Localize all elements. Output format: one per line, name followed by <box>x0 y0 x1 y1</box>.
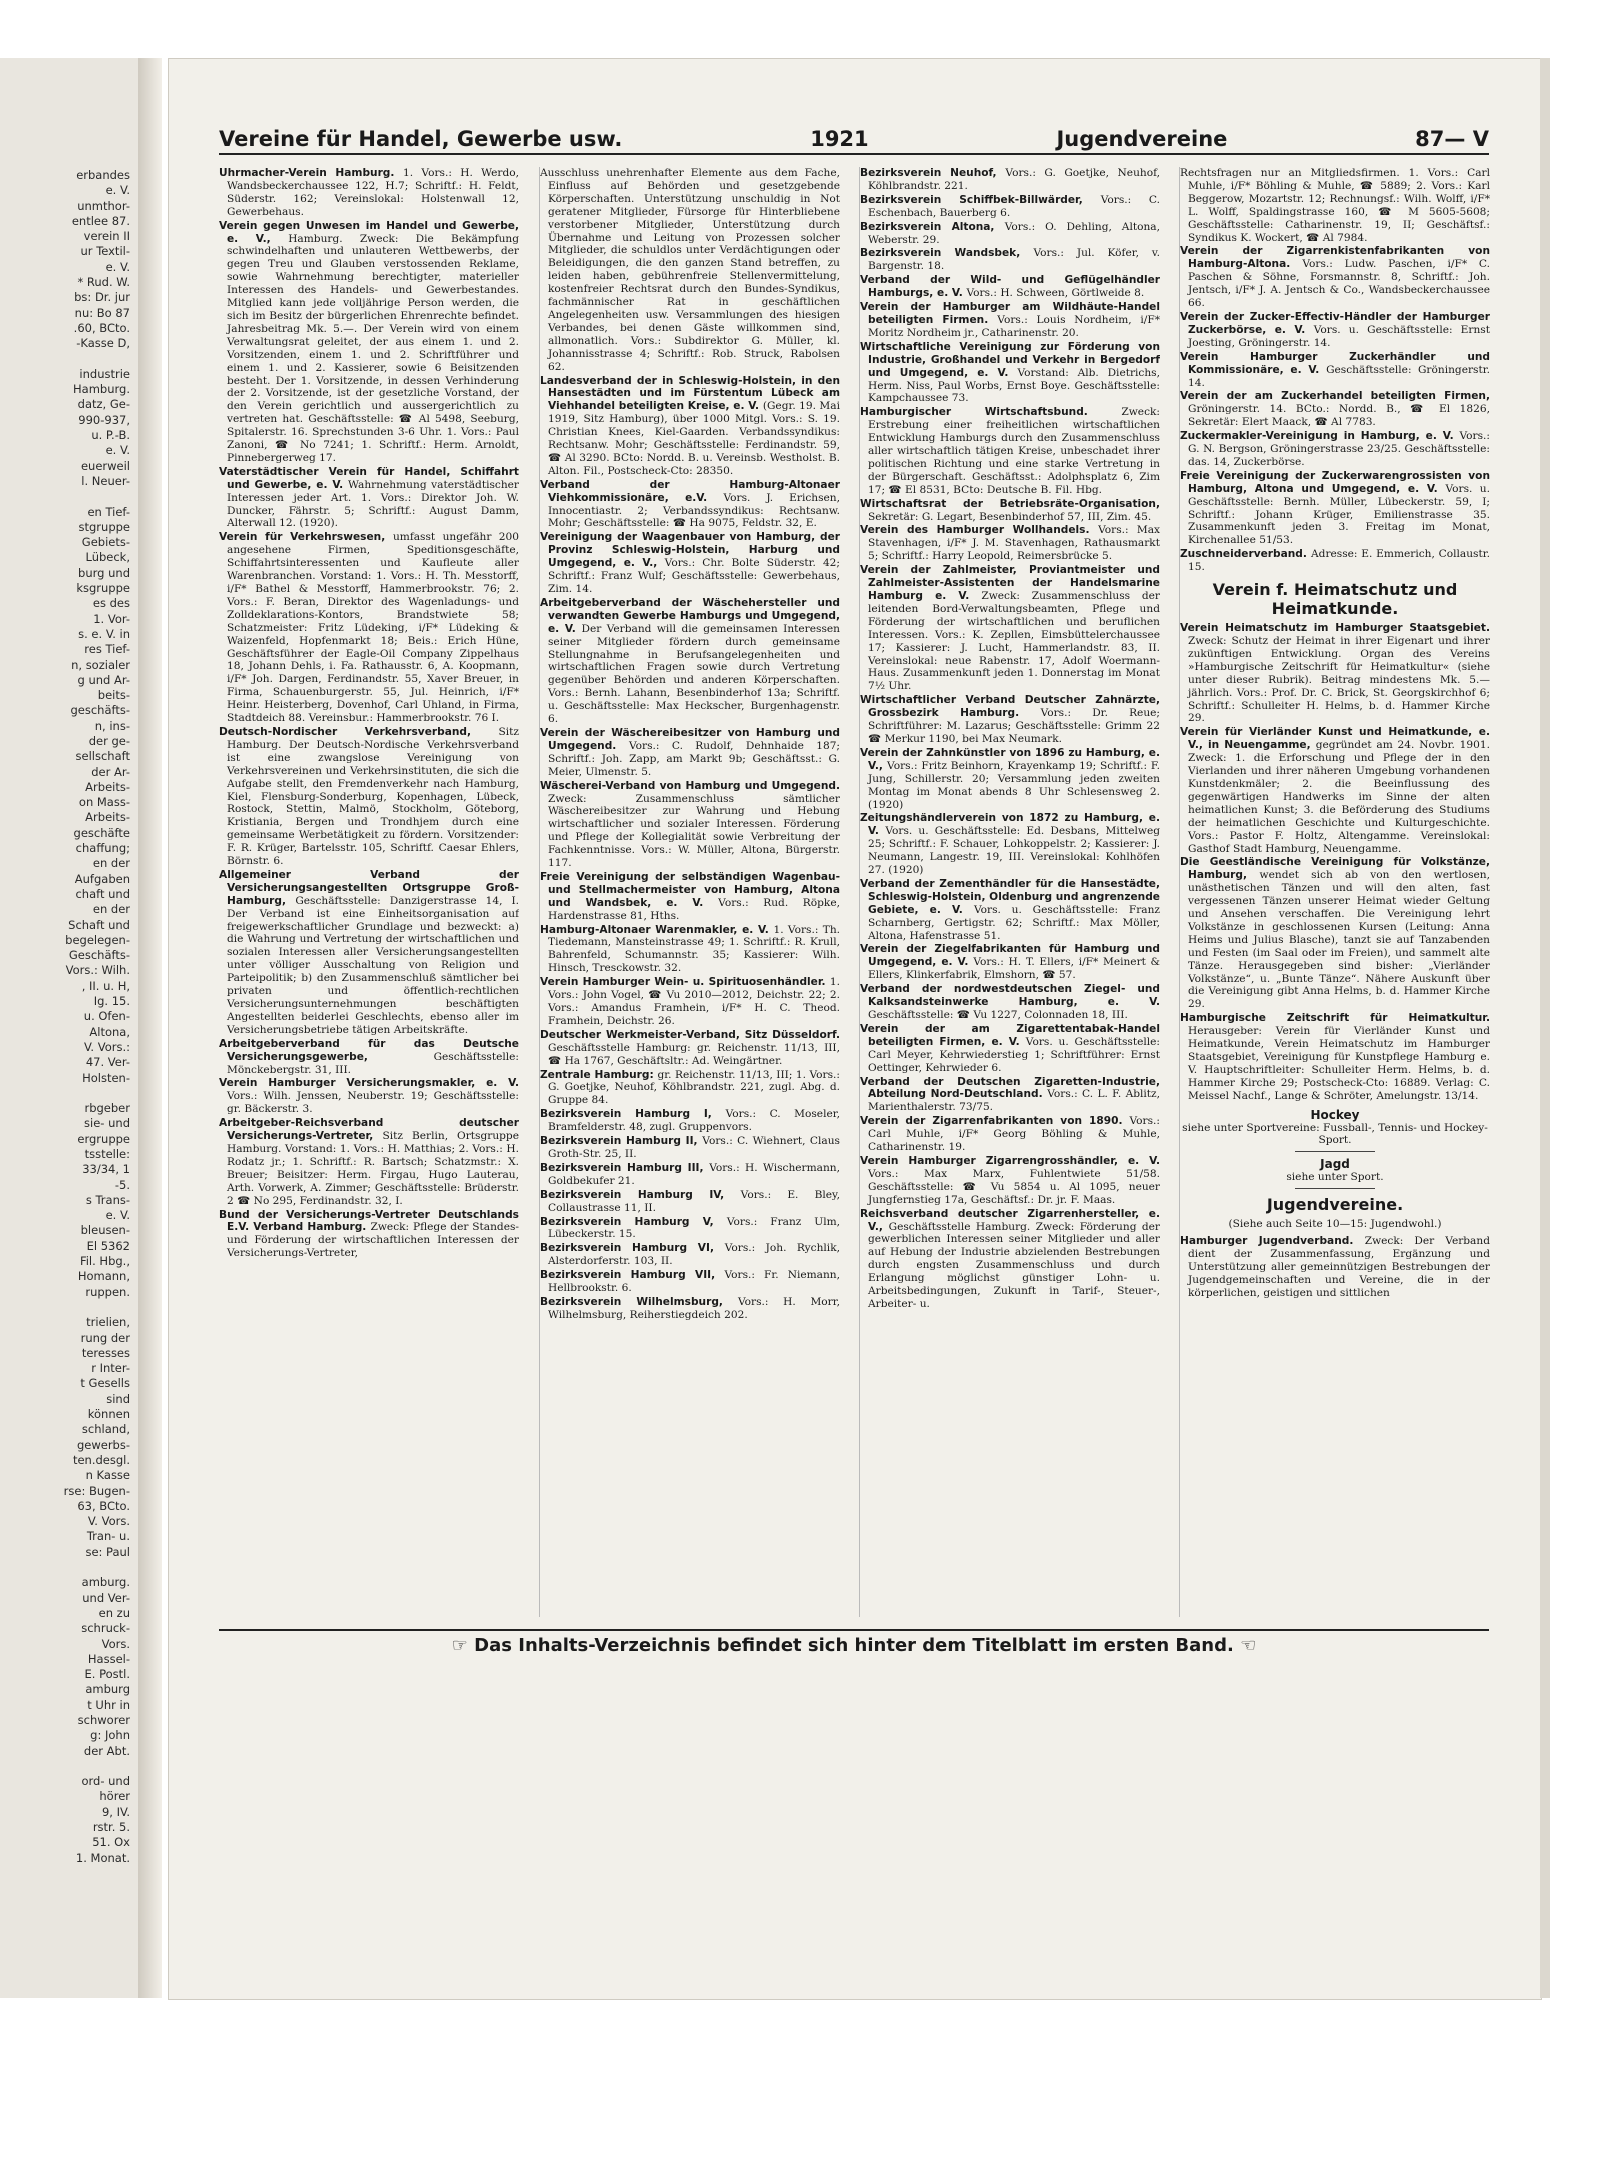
directory-entry <box>540 1162 840 1188</box>
entry-text: Vors. u. Geschäftsstelle: Franz Scharnberg, Gertigstr. 62; Schriftf.: Max Möller, Altona, Hafenstrasse 51. <box>868 903 1160 942</box>
directory-entry <box>219 466 519 531</box>
pointing-hand-left-icon: ☞ <box>451 1635 468 1656</box>
entry-text: Vors.: Max Marx, Fuhlentwiete 51/58. Geschäftsstelle: ☎ Vu 5854 u. Al 1095, neuer Jungfernstieg 17a, Geschäftsf.: Dr. jr. F. Maas. <box>868 1167 1160 1206</box>
entry-text: Geschäftsstelle: Gröningerstr. 14. <box>1188 363 1490 389</box>
entry-name: Verein Hamburger Wein- u. Spirituosenhändler. <box>540 976 830 989</box>
entry-text: Geschäftsstelle: ☎ Vu 1227, Colonnaden 18, III. <box>868 1009 1128 1021</box>
section-divider <box>1295 1188 1375 1189</box>
entry-name: Bund der Versicherungs-Vertreter Deutschlands E.V. Verband Hamburg. <box>219 1208 519 1234</box>
column-2 <box>539 167 840 1617</box>
entry-text: Vors. u. Geschäftsstelle: Ernst Joesting, Gröningerstr. 14. <box>1188 323 1490 349</box>
entry-text: Rechtsfragen nur an Mitgliedsfirmen. 1. Vors.: Carl Muhle, i/F* Böhling & Muhle, ☎ 5889; 2. Vors.: Karl Beggerow, Mozartstr. 12; Rechnungsf.: Wilh. Wolff, i/F* L. Wolff, Spaldingstrasse 160, ☎ M 5605-5608; Geschäftsstelle: Catharinenstr. 19, II; Geschäftsf.: Syndikus K. Wockert, ☎ Al 7984. <box>1180 167 1490 244</box>
entry-name: Verein der Zahlmeister, Proviantmeister und Zahlmeister-Assistenten der Handelsmarine Hamburg e. V. <box>860 564 1160 602</box>
hockey-note: siehe unter Sportvereine: Fussball-, Tennis- und Hockey-Sport. <box>1182 1121 1488 1147</box>
directory-entry <box>1180 245 1490 310</box>
directory-entry <box>219 1077 519 1116</box>
directory-entry <box>860 341 1160 406</box>
entry-text: Vors.: Dr. Reue; Schriftführer: M. Lazarus; Geschäftsstelle: Grimm 22 ☎ Merkur 1190, bei Max Neumark. <box>868 707 1160 745</box>
entry-name: Hamburg-Altonaer Warenmakler, e. V. <box>540 923 774 936</box>
directory-entry <box>219 1117 519 1207</box>
directory-entry <box>540 780 840 870</box>
page-footer <box>219 1629 1489 1661</box>
entry-text: Vors.: Fritz Beinhorn, Krayenkamp 19; Schriftf.: F. Jung, Schillerstr. 20; Versammlung jeden zweiten Montag im Monat abends 8 Uhr Schlesensweg 2. (1920) <box>868 759 1160 811</box>
entry-name: Hamburgischer Wirtschaftsbund. <box>860 406 1122 419</box>
entry-text: Vors.: G. Goetjke, Neuhof, Köhlbrandstr. 221. <box>868 167 1160 192</box>
directory-entry <box>860 524 1160 563</box>
entry-text: Vors.: H. Morr, Wilhelmsburg, Reiherstiegdeich 202. <box>548 1295 840 1321</box>
entry-name: Bezirksverein Wilhelmsburg, <box>540 1295 738 1308</box>
header-right-title: Jugendvereine <box>1056 127 1228 151</box>
footer-note: Das Inhalts-Verzeichnis befindet sich hinter dem Titelblatt im ersten Band. <box>474 1635 1234 1656</box>
directory-entry <box>860 564 1160 693</box>
directory-entry <box>1180 548 1490 574</box>
entry-text: Vors.: C. Wiehnert, Claus Groth-Str. 25, II. <box>548 1135 840 1160</box>
entry-name: Vaterstädtischer Verein für Handel, Schiffahrt und Gewerbe, e. V. <box>219 465 519 491</box>
entry-name: Verein Hamburger Versicherungsmakler, e. V. <box>219 1077 519 1090</box>
directory-entry <box>860 812 1160 877</box>
column-4-entries <box>1180 167 1490 574</box>
entry-text: Herausgeber: Verein für Vierländer Kunst und Heimatkunde, Verein Heimatschutz im Hamburger Staatsgebiet, Vereinigung für Kunstpflege Hamburg e. V. Hauptschriftleiter: Schulleiter Herm. Helms, b. d. Hammer Kirche 29; Postscheck-Cto: 16889. Verlag: C. Meissel Nachf., Lange & Schröter, Amelungstr. 13/14. <box>1188 1025 1490 1102</box>
directory-entry <box>540 597 840 726</box>
entry-name: Verein Hamburger Zigarrengrosshändler, e. V. <box>860 1154 1160 1167</box>
heimat-entries <box>1180 622 1490 1103</box>
pointing-hand-right-icon: ☜ <box>1240 1635 1257 1656</box>
entry-text: Zweck: Zusammenschluss der leitenden Bord-Verwaltungsbeamten, Pflege und Förderung der wirtschaftlichen und beruflichen Interessen. Vors.: K. Zepllen, Eimsbüttelerchaussee 17; Kassierer: J. Lucht, Hammerlandstr. 83, II. Vereinslokal: neue Rabenstr. 17, Adolf Woermann-Haus. Zusammenkunft jeden 1. Donnerstag im Monat 7½ Uhr. <box>868 590 1160 693</box>
entry-text: 1. Vors.: Th. Tiedemann, Mansteinstrasse 49; 1. Schriftf.: R. Krull, Bahrenfeld, Schumannstr. 35; Kassierer: Wilh. Hinsch, Tresckowstr. 32. <box>548 923 840 975</box>
entry-text: Zweck: Pflege der Standes- und Förderung der wirtschaftlichen Interessen der Versicherungs-Vertreter, <box>227 1221 519 1260</box>
entry-text: Gröningerstr. 14. BCto.: Nordd. B., ☎ El 1826, Sekretär: Elert Maack, ☎ Al 7783. <box>1188 403 1490 429</box>
entry-text: Vorstand: Alb. Dietrichs, Herm. Niss, Paul Worbs, Ernst Boye. Geschäftsstelle: Kampchaussee 73. <box>868 366 1160 405</box>
entry-name: Wäscherei-Verband von Hamburg und Umgegend. <box>540 779 840 792</box>
page-right-edge <box>1540 58 1550 1998</box>
directory-entry <box>219 531 519 725</box>
entry-text: Vors.: E. Bley, Collaustrasse 11, II. <box>548 1188 840 1214</box>
entry-name: Zuschneiderverband. <box>1180 548 1312 561</box>
directory-entry <box>860 274 1160 300</box>
directory-entry <box>540 1189 840 1215</box>
entry-text: Geschäftsstelle Hamburg: gr. Reichenstr. 11/13, III, ☎ Ha 1767, Geschäftsltr.: Ad. Weingärtner. <box>548 1041 840 1067</box>
directory-entry <box>860 221 1160 247</box>
entry-text: Vors. u. Geschäftsstelle: Ed. Desbans, Mittelweg 25; Schriftf.: F. Schauer, Lohkoppelstr. 2; Kassierer: J. Neumann, Langestr. 19, III. Vereinslokal: Kohlhöfen 27. (1920) <box>868 825 1160 877</box>
directory-entry <box>1180 726 1490 855</box>
entry-text: Zweck: Der Verband dient der Zusammenfassung, Ergänzung und Unterstützung aller gemeinnützigen Bestrebungen der Jugendgemeinschaften und Vereine, die in der körperlichen, geistigen und sittlichen <box>1188 1235 1490 1299</box>
entry-text: Vors.: Fr. Niemann, Hellbrookstr. 6. <box>548 1269 840 1295</box>
entry-name: Zuckermakler-Vereinigung in Hamburg, e. V. <box>1180 430 1460 443</box>
entry-name: Arbeitgeberverband für das Deutsche Versicherungsgewerbe, <box>219 1037 519 1063</box>
directory-entry <box>1180 856 1490 1011</box>
entry-text: Geschäftsstelle Hamburg. Zweck: Förderung der gewerblichen Interessen seiner Mitglieder und aller auf Hebung der Industrie abzielenden Bestrebungen durch engsten Zusammenschluss und durch Erlangung möglichst günstiger Lohn- u. Arbeitsbedingungen, Zukunft in Tarif-, Steuer-, Arbeiter- u. <box>868 1220 1160 1310</box>
directory-entry <box>860 747 1160 812</box>
directory-entry <box>540 531 840 596</box>
entry-text: (Gegr. 19. Mai 1919, Sitz Hamburg), über 1000 Mitgl. Vors.: S. 19. Christian Knees, Kiel-Gaarden. Verbandssyndikus: Rechtsanw. Mohr; Geschäftsstelle: Ferdinandstr. 59, ☎ Al 3290. BCto: Nordd. B. u. Vereinsb. Westholst. B. Alton. Fil., Postscheck-Cto: 28350. <box>548 400 840 477</box>
directory-entry <box>540 976 840 1028</box>
directory-entry <box>219 869 519 1037</box>
directory-entry <box>860 247 1160 273</box>
entry-name: Zentrale Hamburg: <box>540 1068 658 1081</box>
entry-text: Ausschluss unehrenhafter Elemente aus dem Fache, Einfluss auf Behörden und gesetzgebende Körperschaften. Unterstützung unschuldig in Not geratener Mitglieder, Fürsorge für Hinterbliebene verstorbener Mitglieder, Unterstützung durch Übernahme und Leitung von Prozessen solcher Mitglieder, die schuldlos unter Verdächtigungen oder Beleidigungen, die den ganzen Stand betreffen, zu leiden haben, gebührenfreie Stellenvermittelung, kostenfreier Rechtsrat durch den Bundes-Syndikus, fachmännischer Rat in geschäftlichen Angelegenheiten usw. Versammlungen des hiesigen Verbandes, bei denen Gäste willkommen sind, allmonatlich. Vors.: Subdirektor G. Müller, kl. Johannisstrasse 4; Schriftf.: Rob. Struck, Rabolsen 62. <box>540 167 840 373</box>
directory-entry <box>1180 1012 1490 1102</box>
entry-text: Vors. u. Geschäftsstelle: Bernh. Müller, Lübeckerstr. 59, I; Schriftf.: Johann Krüger, Emilienstrasse 35. Zusammenkunft jeden 3. Freitag im Monat, Kirchenallee 51/53. <box>1188 482 1490 547</box>
entry-name: Wirtschaftlicher Verband Deutscher Zahnärzte, Grossbezirk Hamburg. <box>860 694 1160 720</box>
entry-text: Vors.: Rud. Röpke, Hardenstrasse 81, Hths. <box>548 896 840 922</box>
entry-text: Vors.: Jul. Köfer, v. Bargenstr. 18. <box>868 247 1160 273</box>
previous-page-text: erbandes e. V. unmthor- entlee 87. verein II ur Textil- e. V. * Rud. W. bs: Dr. jur nu: Bo 87 .60, BCto. -Kasse D, industrie Hamburg. datz, Ge- 990-937, u. P.-B. e. V. euerweil l. Neuer- en Tief- stgruppe Gebiets- Lübeck, burg und ksgruppe es des 1. Vor- s. e. V. in res Tief- n, sozialer g und Ar- beits- geschäfts- n, ins- der ge- sellschaft der Ar- Arbeits- on Mass- Arbeits- geschäfte chaffung; en der Aufgaben chaft und en der Schaft und begelegen- Geschäfts- Vors.: Wilh. , II. u. H, Ig. 15. u. Ofen- Altona, V. Vors.: 47. Ver- Holsten- rbgeber sie- und ergruppe tsstelle: 33/34, 1 -5. s Trans- e. V. bleusen- El 5362 Fil. Hbg., Homann, ruppen. trielien, rung der teresses r Inter- t Gesells sind können schland, gewerbs- ten.desgl. n Kasse rse: Bugen- 63, BCto. V. Vors. Tran- u. se: Paul amburg. und Ver- en zu schruck- Vors. Hassel- E. Postl. amburg t Uhr in schworer g: John der Abt. ord- und hörer 9, IV. rstr. 5. 51. Ox 1. Monat. <box>63 168 130 1865</box>
entry-name: Reichsverband deutscher Zigarrenhersteller, e. V., <box>860 1207 1160 1233</box>
entry-text: Vors.: C. Rudolf, Dehnhaide 187; Schriftf.: Joh. Zapp, am Markt 9b; Geschäftsst.: G. Meier, Ulmenstr. 5. <box>548 739 840 778</box>
entry-text: 1. Vors.: H. Werdo, Wandsbeckerchaussee 122, H.7; Schriftf.: H. Feldt, Süderstr. 162; Vereinslokal: Holstenwall 12, Gewerbehaus. <box>227 167 519 218</box>
directory-entry <box>1180 622 1490 725</box>
directory-entry <box>860 194 1160 220</box>
directory-entry <box>540 167 840 374</box>
directory-entry <box>860 1155 1160 1207</box>
directory-entry <box>860 301 1160 340</box>
entry-name: Uhrmacher-Verein Hamburg. <box>219 167 404 179</box>
entry-name: Vereinigung der Waagenbauer von Hamburg, der Provinz Schleswig-Holstein, Harburg und Umgegend, e. V., <box>540 531 840 570</box>
entry-text: Sitz Hamburg. Der Deutsch-Nordische Verkehrsverband ist eine zwangslose Vereinigung von Verkehrsvereinen und Verkehrsinstituten, die sich die Aufgabe stellt, den Fremdenverkehr nach Hamburg, Kiel, Flensburg-Sonderburg, Kopenhagen, Lübeck, Rostock, Stettin, Malmö, Stockholm, Göteborg, Kristiania, Bergen und Trondhjem durch eine gemeinsame Werbetätigkeit zu fördern. Vorsitzender: F. R. Krüger, Bartelsstr. 105, Schriftf. Caesar Ehlers, Börnstr. 6. <box>227 725 519 868</box>
entry-name: Verein der am Zuckerhandel beteiligten Firmen, <box>1180 390 1490 403</box>
heimat-section-title: Verein f. Heimatschutz und Heimatkunde. <box>1212 580 1458 619</box>
entry-name: Verein der Zucker-Effectiv-Händler der Hamburger Zuckerbörse, e. V. <box>1180 310 1490 336</box>
entry-name: Wirtschaftsrat der Betriebsräte-Organisation, <box>860 497 1160 510</box>
directory-entry <box>860 983 1160 1022</box>
directory-entry <box>860 878 1160 943</box>
entry-text: Vors.: Carl Muhle, i/F* Georg Böhling & Muhle, Catharinenstr. 19. <box>868 1115 1160 1154</box>
entry-name: Verein der Zigarrenkistenfabrikanten von Hamburg-Altona. <box>1180 245 1490 271</box>
directory-entry <box>219 167 519 219</box>
jugend-note: (Siehe auch Seite 10—15: Jugendwohl.) <box>1228 1218 1442 1231</box>
entry-name: Bezirksverein Hamburg III, <box>540 1161 710 1174</box>
column-4 <box>1179 167 1490 1617</box>
entry-name: Landesverband der in Schleswig-Holstein, in den Hansestädten und im Fürstentum Lübeck am Viehhandel beteiligten Kreise, e. V. <box>540 374 840 413</box>
entry-text: umfasst ungefähr 200 angesehene Firmen, Speditionsgeschäfte, Schiffahrtsinteressenten und Kaufleute aller Warenbranchen. Vorstand: 1. Vors.: H. Th. Messtorff, i/F* Bathel & Messtorff, Hammerbrookstr. 76; 2. Vors.: F. Beran, Direktor des Wagenladungs- und Zolldeklarations-Kontors, Brandstwiete 58; Schatzmeister: Fritz Lüdeking, i/F* Lüdeking & Waizenfeld, Hopfenmarkt 18; Beis.: Erich Hüne, Geschäftsführer der Eagle-Oil Company Zippelhaus 18, Johann Dehls, i. Fa. Rathausstr. 6, A. Koopmann, i/F* Joh. Dargen, Ferdinandstr. 55, Xaver Breuer, in Firma, Schauenburgerstr. 55, Jul. Heinrich, i/F* Heinr. Heisterberg, Dovenhof, Carl Uhland, in Firma, Stadtdeich 88. Vereinsbur.: Hammerbrookstr. 76 I. <box>227 531 519 725</box>
directory-entry <box>540 1296 840 1322</box>
entry-name: Arbeitgeberverband der Wäschehersteller und verwandten Gewerbe Hamburgs und Umgegend, e. V. <box>540 596 840 635</box>
entry-name: Verein für Verkehrswesen, <box>219 531 393 544</box>
entry-text: Vors.: G. N. Bergson, Gröningerstrasse 23/25. Geschäftsstelle: das. 14, Zuckerbörse. <box>1188 430 1490 468</box>
entry-text: Vors.: Louis Nordheim, i/F* Moritz Nordheim jr., Catharinenstr. 20. <box>868 313 1160 339</box>
directory-entry <box>1180 470 1490 547</box>
entry-name: Allgemeiner Verband der Versicherungsangestellten Ortsgruppe Groß-Hamburg, <box>219 868 519 907</box>
entry-name: Verband der Hamburg-Altonaer Viehkommissionäre, e.V. <box>540 478 840 504</box>
directory-entry <box>540 1029 840 1068</box>
entry-text: Vors.: C. Moseler, Bramfelderstr. 48, zugl. Gruppenvors. <box>548 1108 840 1134</box>
entry-text: Hamburg. Zweck: Die Bekämpfung schwindelhaften und unlauteren Wettbewerbs, der gegen Treu und Glauben verstossenden Reklame, sowie Wahrnehmung berechtigter, materieller Interessen des Handels- und Gewerbestandes. Mitglied kann jede volljährige Person werden, die sich im Besitz der bürgerlichen Ehrenrechte befindet. Jahresbeitrag Mk. 5.—. Der Verein wird von einem Verwaltungsrat geleitet, der aus einem 1. und 2. Vorsitzenden, einem 1. und 2. Schriftführer und einem 1. und 2. Kassierer, sowie 6 Beisitzenden besteht. Der 1. Vorsitzende, in dessen Verhinderung der 2. Vorsitzende, ist der gesetzliche Vorstand, der den Verein gerichtlich und aussergerichtlich zu vertreten hat. Geschäftsstelle: ☎ Al 5498, Seeburg, Spitalerstr. 16. Sprechstunden 3-6 Uhr. 1. Vors.: Paul Zanoni, ☎ No 7241; 1. Schriftf.: Herm. Arnoldt, Pinnebergerweg 17. <box>227 232 519 464</box>
entry-text: Vors.: Wilh. Jenssen, Neuberstr. 19; Geschäftsstelle: gr. Bäckerstr. 3. <box>227 1090 519 1116</box>
directory-page <box>168 58 1542 2000</box>
entry-name: Bezirksverein Neuhof, <box>860 167 1006 179</box>
page-header <box>219 117 1489 155</box>
jugend-entries <box>1180 1235 1490 1300</box>
directory-entry <box>540 375 840 478</box>
entry-name: Verein Heimatschutz im Hamburger Staatsgebiet. <box>1180 622 1490 635</box>
entry-text: gegründet am 24. Novbr. 1901. Zweck: 1. die Erforschung und Pflege der in den Vierlanden und ihrer näheren Umgebung vorhandenen Kunstdenkmäler; 2. die Beeinflussung des gegenwärtigen Handwerks im Sinne der alten heimatlichen Kunst; 3. die Beförderung des Studiums der heimatlichen Geschichte und Kulturgeschichte. Vors.: Pastor F. Holtz, Altengamme. Vereinslokal: Gasthof Stadt Hamburg, Neuengamme. <box>1188 739 1490 855</box>
entry-name: Bezirksverein Schiffbek-Billwärder, <box>860 193 1101 206</box>
entry-text: gr. Reichenstr. 11/13, III; 1. Vors.: G. Goetjke, Neuhof, Köhlbrandstr. 221, zugl. Abg. d. Gruppe 84. <box>548 1068 840 1107</box>
directory-entry <box>860 943 1160 982</box>
directory-entry <box>219 726 519 868</box>
entry-text: Adresse: E. Emmerich, Collaustr. 15. <box>1188 548 1490 574</box>
entry-name: Bezirksverein Hamburg V, <box>540 1215 727 1228</box>
directory-entry <box>219 220 519 465</box>
entry-name: Bezirksverein Altona, <box>860 220 1005 233</box>
entry-text: Vors.: Max Stavenhagen, i/F* J. M. Stavenhagen, Rathausmarkt 5; Schriftf.: Harry Leopold, Reimersbrücke 5. <box>868 524 1160 563</box>
directory-entry <box>860 1076 1160 1115</box>
directory-entry <box>1180 311 1490 350</box>
entry-name: Bezirksverein Wandsbek, <box>860 247 1034 260</box>
entry-name: Verein des Hamburger Wollhandels. <box>860 524 1099 537</box>
jagd-note: siehe unter Sport. <box>1286 1171 1384 1184</box>
entry-name: Bezirksverein Hamburg I, <box>540 1108 726 1121</box>
directory-entry <box>1180 351 1490 390</box>
entry-name: Verein Hamburger Zuckerhändler und Kommissionäre, e. V. <box>1180 350 1490 376</box>
header-page-number: 87— V <box>1415 127 1489 151</box>
entry-name: Verein für Vierländer Kunst und Heimatkunde, e. V., in Neuengamme, <box>1180 726 1490 752</box>
directory-entry <box>1180 390 1490 429</box>
directory-entry <box>219 1209 519 1261</box>
directory-entry <box>540 727 840 779</box>
entry-text: wendet sich ab von den wertlosen, unästhetischen Tänzen und will den alten, fast vergessenen Tänzen unserer Heimat wieder Geltung und Ansehen verschaffen. Die Vereinigung lehrt Volkstänze in geschlossenen Kursen (Leitung: Anna Heims und Julius Blasche), tanzt sie auf Tanzabenden und Festen (im Saal oder im Freien), und sammelt alte Tänze. Herausgegeben sind bisher: „Vierländer Volkstänze“, u. „Bunte Tänze“. Nähere Auskunft über die Vereinigung gibt Anna Helms, b. d. Hammer Kirche 29. <box>1188 869 1490 1011</box>
entry-text: Vors.: C. L. F. Ablitz, Marienthalerstr. 73/75. <box>868 1088 1160 1114</box>
jugend-section-title: Jugendvereine. <box>1266 1195 1404 1215</box>
directory-entry <box>1180 1235 1490 1300</box>
directory-entry <box>540 1135 840 1161</box>
directory-entry <box>540 1216 840 1242</box>
directory-entry <box>860 694 1160 746</box>
entry-text: Sitz Berlin, Ortsgruppe Hamburg. Vorstand: 1. Vors.: H. Matthias; 2. Vors.: H. Rodatz jr.; 1. Schriftf.: R. Bartsch; Schatzmstr.: X. Breuer; Beisitzer: Herm. Firgau, Hugo Lauterau, Arth. Vorwerk, A. Zimmer; Geschäftsstelle: Brüderstr. 2 ☎ No 295, Ferdinandstr. 32, I. <box>227 1130 519 1207</box>
entry-text: Zweck: Erstrebung einer freiheitlichen wirtschaftlichen Entwicklung Hamburgs durch den Zusammenschluss aller wirtschaftlich tätigen Kreise, unbeschadet ihrer politischen Richtung und eine starke Vertretung in der Bürgerschaft. Geschäftsst.: Adolphsplatz 6, Zim 17; ☎ El 8531, BCto: Deutsche B. Fil. Hbg. <box>868 406 1160 496</box>
entry-text: Vors.: Franz Ulm, Lübeckerstr. 15. <box>548 1215 840 1241</box>
entry-name: Die Geestländische Vereinigung für Volkstänze, Hamburg, <box>1180 856 1490 882</box>
column-1 <box>219 167 519 1617</box>
entry-name: Bezirksverein Hamburg IV, <box>540 1188 741 1201</box>
directory-entry <box>860 1208 1160 1311</box>
entry-text: Vors.: Ludw. Paschen, i/F* C. Paschen & Söhne, Forsmannstr. 8, Schriftf.: Joh. Jentsch, i/F* J. A. Jentsch & Co., Wandsbeckerchaussee 66. <box>1188 258 1490 310</box>
entry-name: Wirtschaftliche Vereinigung zur Förderung von Industrie, Großhandel und Verkehr in Bergedorf und Umgegend, e. V. <box>860 340 1160 379</box>
entry-text: Zweck: Zusammenschluss sämtlicher Wäschereibesitzer zur Wahrung und Hebung wirtschaftlicher und sozialer Interessen. Förderung und Pflege der Kollegialität sowie Verbreitung der Fachkenntnisse. Vors.: W. Müller, Altona, Bürgerstr. 117. <box>548 792 840 870</box>
directory-entry <box>540 1269 840 1295</box>
entry-text: Sekretär: G. Legart, Besenbinderhof 57, III, Zim. 45. <box>868 510 1152 523</box>
entry-name: Freie Vereinigung der Zuckerwarengrossisten von Hamburg, Altona und Umgegend, e. V. <box>1180 469 1490 495</box>
directory-entry <box>540 871 840 923</box>
entry-name: Zeitungshändlerverein von 1872 zu Hamburg, e. V. <box>860 812 1160 838</box>
entry-name: Deutscher Werkmeister-Verband, Sitz Düsseldorf. <box>540 1028 840 1041</box>
entry-name: Bezirksverein Hamburg VII, <box>540 1269 725 1282</box>
directory-entry <box>540 1069 840 1108</box>
entry-text: Wahrnehmung vaterstädtischer Interessen jeder Art. 1. Vors.: Direktor Joh. W. Duncker, Fährstr. 5; Schriftf.: August Damm, Alterwall 12. (1920). <box>227 478 519 530</box>
entry-text: Vors.: C. Eschenbach, Bauerberg 6. <box>868 193 1160 219</box>
previous-page-edge <box>0 58 144 1998</box>
entry-name: Verband der Wild- und Geflügelhändler Hamburgs, e. V. <box>860 274 1160 300</box>
entry-name: Verband der Zementhändler für die Hansestädte, Schleswig-Holstein, Oldenburg und angrenzende Gebiete, e. V. <box>860 877 1160 916</box>
directory-entry <box>860 406 1160 496</box>
entry-name: Verein gegen Unwesen im Handel und Gewerbe, e. V., <box>219 219 519 245</box>
entry-text: Zweck: Schutz der Heimat in ihrer Eigenart und ihrer zukünftigen Entwicklung. Organ des Vereins »Hamburgische Zeitschrift für Heimatkultur« (siehe unter dieser Rubrik). Beitrag mindestens Mk. 5.— jährlich. Vors.: Prof. Dr. C. Brick, St. Georgskirchhof 6; Schriftf.: Schulleiter H. Helms, b. d. Hammer Kirche 29. <box>1188 635 1490 725</box>
directory-entry <box>1180 167 1490 244</box>
entry-text: Geschäftsstelle: Danzigerstrasse 14, I. Der Verband ist eine Einheitsorganisation auf freigewerkschaftlicher Grundlage und bezweckt: a) die Wahrung und Vertretung der wirtschaftlichen und sozialen Interessen aller Versicherungsangestellten unter völliger Ausschaltung von Religion und Parteipolitik; b) den Zusammenschluß sämtlicher bei privaten und öffentlich-rechtlichen Versicherungsunternehmungen beschäftigten Angestellten beiderlei Geschlechts, ebenso aller im Versicherungsbetriebe tätigen Arbeitskräfte. <box>227 894 519 1036</box>
entry-text: Vors. J. Erichsen, Innocentiastr. 2; Verbandssyndikus: Rechtsanw. Mohr; Geschäftsstelle: ☎ Ha 9075, Feldstr. 32, E. <box>548 491 840 530</box>
entry-text: Vors.: Chr. Bolte Süderstr. 42; Schriftf.: Franz Wulf; Geschäftsstelle: Gewerbehaus, Zim. 14. <box>548 557 840 595</box>
entry-name: Deutsch-Nordischer Verkehrsverband, <box>219 725 499 738</box>
entry-name: Bezirksverein Hamburg II, <box>540 1135 703 1148</box>
entry-name: Verein der Zahnkünstler von 1896 zu Hamburg, e. V., <box>860 746 1160 772</box>
directory-entry <box>540 1108 840 1134</box>
entry-text: 1. Vors.: John Vogel, ☎ Vu 2010—2012, Deichstr. 22; 2. Vors.: Amandus Framhein, i/F* H. C. Theod. Framhein, Deichstr. 26. <box>548 976 840 1027</box>
jagd-section-title: Jagd <box>1320 1157 1350 1172</box>
entry-name: Verein der Wäschereibesitzer von Hamburg und Umgegend. <box>540 726 840 752</box>
hockey-section-title: Hockey <box>1310 1107 1360 1122</box>
directory-entry <box>860 498 1160 524</box>
entry-name: Freie Vereinigung der selbständigen Wagenbau- und Stellmachermeister von Hamburg, Altona und Wandsbek, e. V. <box>540 870 840 909</box>
directory-entry <box>860 1023 1160 1075</box>
directory-entry <box>540 924 840 976</box>
directory-entry <box>1180 430 1490 469</box>
entry-name: Arbeitgeber-Reichsverband deutscher Versicherungs-Vertreter, <box>219 1117 519 1143</box>
entry-text: Vors.: H. Schween, Görtlweide 8. <box>966 287 1145 300</box>
entry-name: Verein der am Zigarettentabak-Handel beteiligten Firmen, e. V. <box>860 1022 1160 1048</box>
entry-name: Verein der Hamburger am Wildhäute-Handel beteiligten Firmen. <box>860 301 1160 326</box>
entry-name: Verband der nordwestdeutschen Ziegel- und Kalksandsteinwerke Hamburg, e. V. <box>860 983 1160 1009</box>
entry-text: Vors.: O. Dehling, Altona, Weberstr. 29. <box>868 220 1160 246</box>
directory-entry <box>860 1115 1160 1154</box>
columns <box>219 167 1489 1617</box>
directory-entry <box>860 167 1160 193</box>
entry-text: Vors.: H. T. Ellers, i/F* Meinert & Ellers, Klinkerfabrik, Elmshorn, ☎ 57. <box>868 956 1160 982</box>
page-gutter <box>138 58 162 1998</box>
section-divider <box>1295 1151 1375 1152</box>
entry-name: Verband der Deutschen Zigaretten-Industrie, Abteilung Nord-Deutschland. <box>860 1075 1160 1101</box>
entry-text: Der Verband will die gemeinsamen Interessen seiner Mitglieder fördern durch gemeinsame Stellungnahme in Berufsangelegenheiten und wirtschaftlichen Fragen sowie durch Vertretung gegenüber Behörden und anderen Körperschaften. Vors.: Bernh. Lahann, Besenbinderhof 13a; Schriftf. u. Geschäftsstelle: Max Heckscher, Burgenhagenstr. 6. <box>548 622 840 726</box>
directory-entry <box>219 1038 519 1077</box>
header-section-title: Vereine für Handel, Gewerbe usw. <box>219 127 623 151</box>
column-3 <box>859 167 1160 1617</box>
entry-name: Verein der Zigarrenfabrikanten von 1890. <box>860 1115 1130 1128</box>
entry-name: Verein der Ziegelfabrikanten für Hamburg und Umgegend, e. V. <box>860 943 1160 969</box>
entry-name: Hamburgische Zeitschrift für Heimatkultur. <box>1180 1012 1490 1025</box>
entry-name: Hamburger Jugendverband. <box>1180 1235 1365 1248</box>
entry-text: Geschäftsstelle: Mönckebergstr. 31, III. <box>227 1050 519 1076</box>
header-year: 1921 <box>810 127 869 151</box>
entry-text: Vors. u. Geschäftsstelle: Carl Meyer, Kehrwiederstieg 1; Schriftführer: Ernst Oettinger, Kehrwieder 6. <box>868 1035 1160 1074</box>
entry-name: Bezirksverein Hamburg VI, <box>540 1242 725 1255</box>
entry-text: Vors.: H. Wischermann, Goldbekufer 21. <box>548 1161 840 1187</box>
entry-text: Vors.: Joh. Rychlik, Alsterdorferstr. 103, II. <box>548 1242 840 1268</box>
directory-entry <box>540 479 840 531</box>
directory-entry <box>540 1242 840 1268</box>
